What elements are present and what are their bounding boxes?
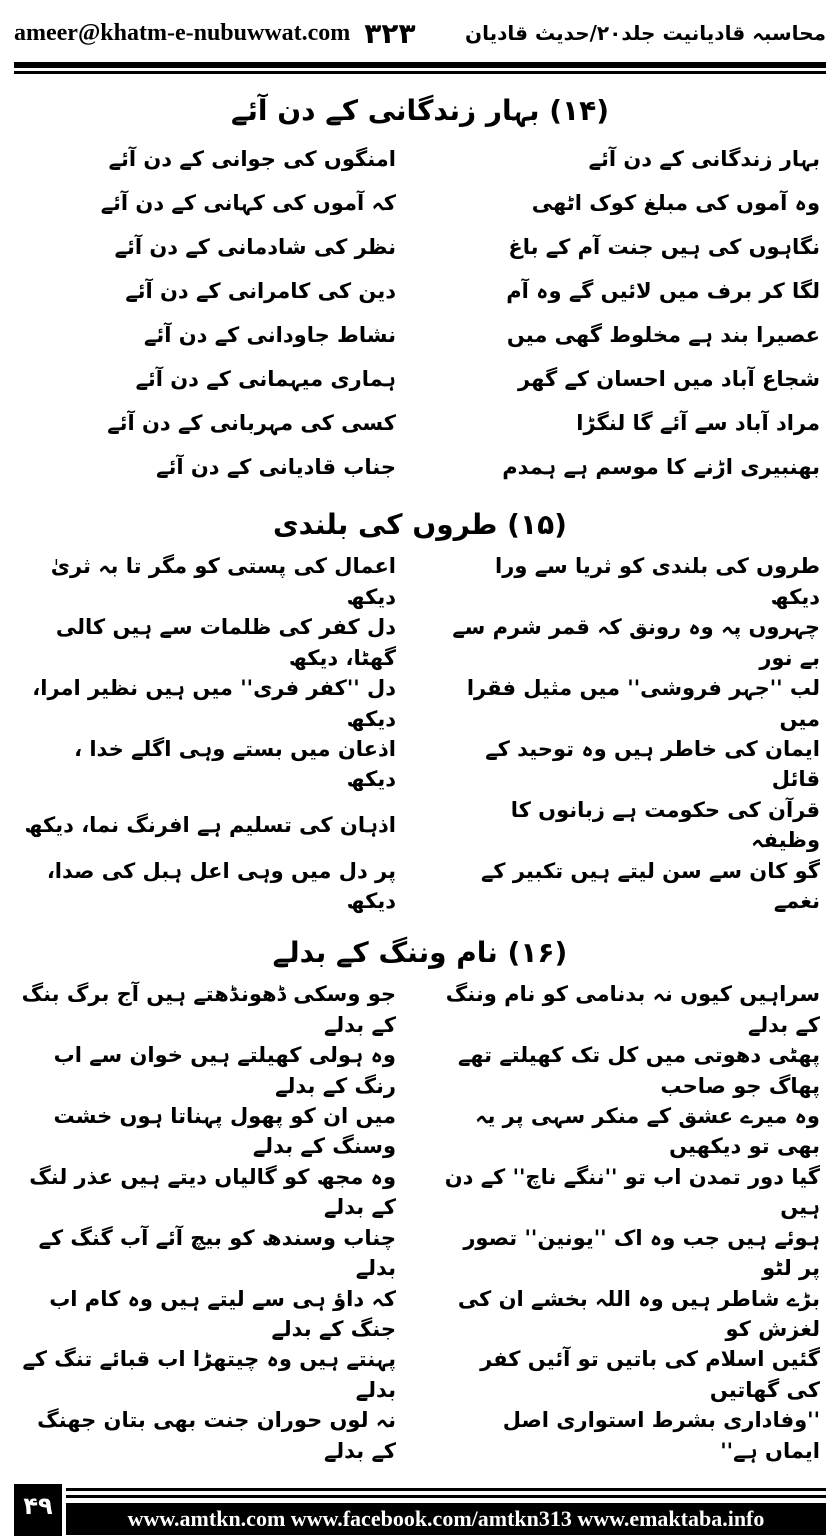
second-hemistich: کہ آموں کی کہانی کے دن آئے: [100, 190, 396, 215]
second-hemistich: اذہان کی تسلیم ہے افرنگ نما، دیکھ: [24, 813, 396, 838]
page-footer: [14, 1484, 826, 1536]
footer-right: [66, 1484, 826, 1536]
second-hemistich: وہ ہولی کھیلتے ہیں خوان سے اب رنگ کے بدلے: [53, 1043, 396, 1098]
first-hemistich: وہ آموں کی مبلغ کوک اٹھی: [531, 190, 820, 215]
poem-14: [14, 137, 826, 489]
second-hemistich: دل کفر کی ظلمات سے ہیں کالی گھٹا، دیکھ: [55, 615, 396, 670]
second-hemistich: جو وسکی ڈھونڈھتے ہیں آج برگ بنگ کے بدلے: [21, 982, 396, 1037]
second-hemistich: اذعان میں بستے وہی اگلے خدا ، دیکھ: [74, 736, 396, 792]
couplet: [20, 673, 820, 734]
poem-section-14: [14, 86, 826, 489]
header-rule-thick: [14, 62, 826, 68]
couplet: [20, 734, 820, 795]
first-hemistich: گیا دور تمدن اب تو ''ننگے ناچ'' کے دن ہیں: [444, 1164, 820, 1220]
header-left-group: [14, 17, 416, 50]
first-hemistich: وہ میرے عشق کے منکر سہی پر یہ بھی تو دیکھیں: [475, 1103, 820, 1159]
first-hemistich: عصیرا بند ہے مخلوط گھی میں: [506, 322, 820, 347]
second-hemistich: اعمال کی پستی کو مگر تا بہ ثریٰ دیکھ: [50, 554, 396, 609]
footer-rule: [66, 1495, 826, 1498]
first-hemistich: طروں کی بلندی کو ثریا سے ورا دیکھ: [495, 554, 820, 609]
second-hemistich: پہنتے ہیں وہ چیتھڑا اب قبائے تنگ کے بدلے: [22, 1347, 396, 1402]
page-header: [14, 8, 826, 58]
couplet: [20, 1101, 820, 1162]
couplet: [20, 1284, 820, 1345]
first-hemistich: بہار زندگانی کے دن آئے: [588, 146, 820, 171]
couplet: [20, 612, 820, 673]
first-hemistich: ایمان کی خاطر ہیں وہ توحید کے قائل: [485, 736, 820, 792]
couplet: [20, 1040, 820, 1101]
second-hemistich: دل ''کفر فری'' میں ہیں نظیر امرا، دیکھ: [32, 676, 396, 731]
second-hemistich: جناب قادیانی کے دن آئے: [156, 454, 396, 479]
first-hemistich: بڑے شاطر ہیں وہ اللہ بخشے ان کی لغزش کو: [457, 1286, 820, 1341]
couplet: [20, 445, 820, 489]
second-hemistich: کسی کی مہربانی کے دن آئے: [107, 410, 396, 435]
couplet: [20, 1405, 820, 1466]
couplet: [20, 1223, 820, 1284]
couplet: [20, 225, 820, 269]
poem-section-16: [14, 928, 826, 1466]
first-hemistich: گو کان سے سن لیتے ہیں تکبیر کے نغمے: [480, 858, 820, 914]
couplet: [20, 357, 820, 401]
second-hemistich: نشاط جاودانی کے دن آئے: [144, 322, 396, 347]
second-hemistich: وہ مجھ کو گالیاں دیتے ہیں عذر لنگ کے بدلے: [29, 1164, 396, 1220]
second-hemistich: ہماری میہمانی کے دن آئے: [135, 366, 396, 391]
couplet: [20, 795, 820, 856]
section-title-16: (۱۶) نام وننگ کے بدلے: [272, 936, 568, 970]
couplet: [20, 137, 820, 181]
section-title-14: (۱۴) بہار زندگانی کے دن آئے: [231, 93, 609, 127]
couplet: [20, 1344, 820, 1405]
second-hemistich: دین کی کامرانی کے دن آئے: [125, 278, 396, 303]
first-hemistich: لگا کر برف میں لائیں گے وہ آم: [506, 278, 820, 303]
poem-15: [14, 551, 826, 916]
first-hemistich: بھنبیری اڑنے کا موسم ہے ہمدم: [502, 454, 820, 479]
couplet: [20, 1162, 820, 1223]
first-hemistich: گئیں اسلام کی باتیں تو آئیں کفر کی گھاتیں: [480, 1347, 820, 1402]
first-hemistich: سراہیں کیوں نہ بدنامی کو نام وننگ کے بدلے: [445, 982, 820, 1037]
footer-rule: [66, 1488, 826, 1491]
first-hemistich: ہوئے ہیں جب وہ اک ''یونین'' تصور پر لٹو: [463, 1225, 820, 1281]
footer-links: www.amtkn.com www.facebook.com/amtkn313 www.emaktaba.info: [66, 1503, 826, 1535]
couplet: [20, 313, 820, 357]
first-hemistich: لب ''جہر فروشی'' میں مثیل فقرا میں: [466, 676, 820, 731]
page-number: ۳۲۳: [364, 16, 416, 50]
couplet: [20, 181, 820, 225]
second-hemistich: امنگوں کی جوانی کے دن آئے: [108, 146, 396, 171]
second-hemistich: میں ان کو پھول پہناتا ہوں خشت وسنگ کے بدلے: [53, 1103, 396, 1159]
first-hemistich: ''وفاداری بشرط استواری اصل ایماں ہے'': [502, 1408, 820, 1463]
first-hemistich: قرآن کی حکومت ہے زبانوں کا وظیفہ: [510, 797, 820, 853]
second-hemistich: کہ داؤ ہی سے لیتے ہیں وہ کام اب جنگ کے بدلے: [49, 1286, 396, 1341]
section-title-15: (۱۵) طروں کی بلندی: [273, 508, 567, 542]
poem-section-15: [14, 500, 826, 916]
header-email: ameer@khatm-e-nubuwwat.com: [14, 19, 351, 46]
couplet: [20, 551, 820, 612]
second-hemistich: چناب وسندھ کو بیچ آئے آب گنگ کے بدلے: [38, 1225, 396, 1281]
second-hemistich: نہ لوں حوران جنت بھی بتان جھنگ کے بدلے: [37, 1408, 396, 1463]
couplet: [20, 979, 820, 1040]
poem-16: [14, 979, 826, 1466]
second-hemistich: نظر کی شادمانی کے دن آئے: [114, 234, 396, 259]
second-hemistich: پر دل میں وہی اعل ہبل کی صدا، دیکھ: [46, 858, 396, 914]
first-hemistich: چہروں پہ وہ رونق کہ قمر شرم سے بے نور: [452, 615, 820, 670]
book-title: محاسبہ قادیانیت جلد۲۰/حدیث قادیان: [465, 21, 826, 45]
folio-number: ۴۹: [14, 1484, 62, 1536]
couplet: [20, 856, 820, 917]
couplet: [20, 269, 820, 313]
first-hemistich: پھٹی دھوتی میں کل تک کھیلتے تھے پھاگ جو صاحب: [457, 1043, 820, 1098]
first-hemistich: شجاع آباد میں احسان کے گھر: [518, 366, 820, 391]
page-body: [14, 74, 826, 1478]
first-hemistich: نگاہوں کی ہیں جنت آم کے باغ: [508, 234, 820, 259]
first-hemistich: مراد آباد سے آئے گا لنگڑا: [576, 410, 820, 435]
couplet: [20, 401, 820, 445]
